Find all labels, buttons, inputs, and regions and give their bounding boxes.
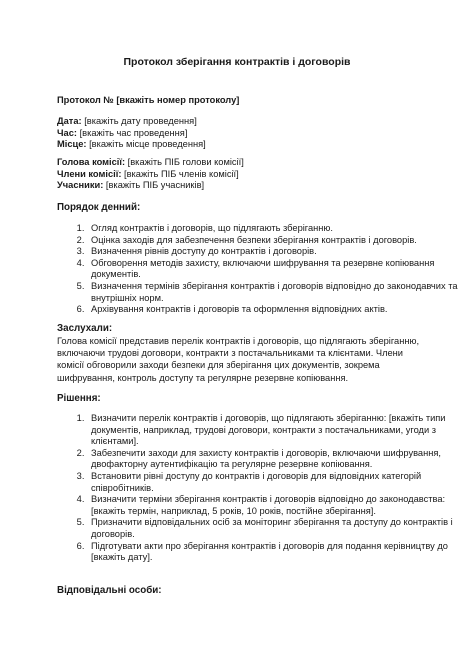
commission-head-value: [вкажіть ПІБ голови комісії] [125, 157, 244, 167]
list-item: 4. Обговорення методів захисту, включаючи шифрування та резервне копіювання документів. [87, 258, 459, 281]
list-item: 4. Визначити терміни зберігання контрактів і договорів відповідно до законодавства: [вкажіть термін, наприклад, 5 років, 10 років, постійне зберігання]. [87, 494, 459, 517]
meta-place-label: Місце: [57, 139, 87, 150]
meta-date-label: Дата: [57, 116, 82, 126]
list-item: 1. Огляд контрактів і договорів, що підлягають зберіганню. [87, 223, 459, 235]
meta-time-value: [вкажіть час проведення] [76, 127, 188, 138]
meta-time-label: Час: [57, 127, 77, 138]
heard-heading: Заслухали: [57, 323, 113, 334]
meta-time [57, 128, 427, 140]
list-item: 5. Визначення термінів зберігання контрактів і договорів відповідно до законодавчих та внутрішніх норм. [87, 281, 459, 304]
meta-date-value: [вкажіть дату проведення] [81, 116, 197, 126]
commission-block [57, 157, 427, 192]
agenda-heading: Порядок денний: [57, 202, 141, 213]
meta-date [57, 116, 427, 128]
meta-place [57, 139, 427, 151]
decisions-heading: Рішення: [57, 393, 101, 404]
commission-members [57, 169, 427, 181]
list-item: 1. Визначити перелік контрактів і договорів, що підлягають зберіганню: [вкажіть типи документів, наприклад, трудові договори, контракти з постачальниками, угоди з клієнтами]. [87, 413, 459, 448]
list-item: 6. Підготувати акти про зберігання контрактів і договорів для подання керівництву до [вкажіть дату]. [87, 541, 459, 564]
list-item: 3. Встановити рівні доступу до контрактів і договорів для відповідних категорій співробітників. [87, 471, 459, 494]
commission-members-value: [вкажіть ПІБ членів комісії] [121, 168, 239, 179]
decisions-list [57, 413, 459, 564]
meta-place-value: [вкажіть місце проведення] [86, 139, 206, 150]
agenda-list [57, 223, 459, 316]
commission-head [57, 157, 427, 169]
commission-head-label: Голова комісії: [57, 157, 126, 167]
responsible-heading: Відповідальні особи: [57, 585, 162, 596]
commission-participants-label: Учасники: [57, 180, 104, 191]
list-item: 6. Архівування контрактів і договорів та оформлення відповідних актів. [87, 304, 459, 316]
heard-text: Голова комісії представив перелік контрактів і договорів, що підлягають зберіганню, включаючи трудові договори, контракти з постачальниками та клієнтами. Члени комісії обговорили заходи безпеки для зберігання цих документів, зокрема шифрування, контроль доступу та регулярне резервне копіювання. [57, 336, 420, 383]
list-item: 5. Призначити відповідальних осіб за моніторинг зберігання та доступу до контрактів і договорів. [87, 517, 459, 540]
commission-participants [57, 180, 427, 192]
commission-participants-value: [вкажіть ПІБ учасників] [103, 180, 205, 191]
list-item: 2. Забезпечити заходи для захисту контрактів і договорів, включаючи шифрування, двофакторну аутентифікацію та регулярне резервне копіювання. [87, 448, 459, 471]
meta-block [57, 116, 427, 151]
protocol-number: Протокол № [вкажіть номер протоколу] [57, 95, 240, 105]
list-item: 2. Оцінка заходів для забезпечення безпеки зберігання контрактів і договорів. [87, 235, 459, 247]
commission-members-label: Члени комісії: [57, 168, 122, 179]
document-title: Протокол зберігання контрактів і договорів [123, 56, 351, 68]
list-item: 3. Визначення рівнів доступу до контрактів і договорів. [87, 246, 459, 258]
